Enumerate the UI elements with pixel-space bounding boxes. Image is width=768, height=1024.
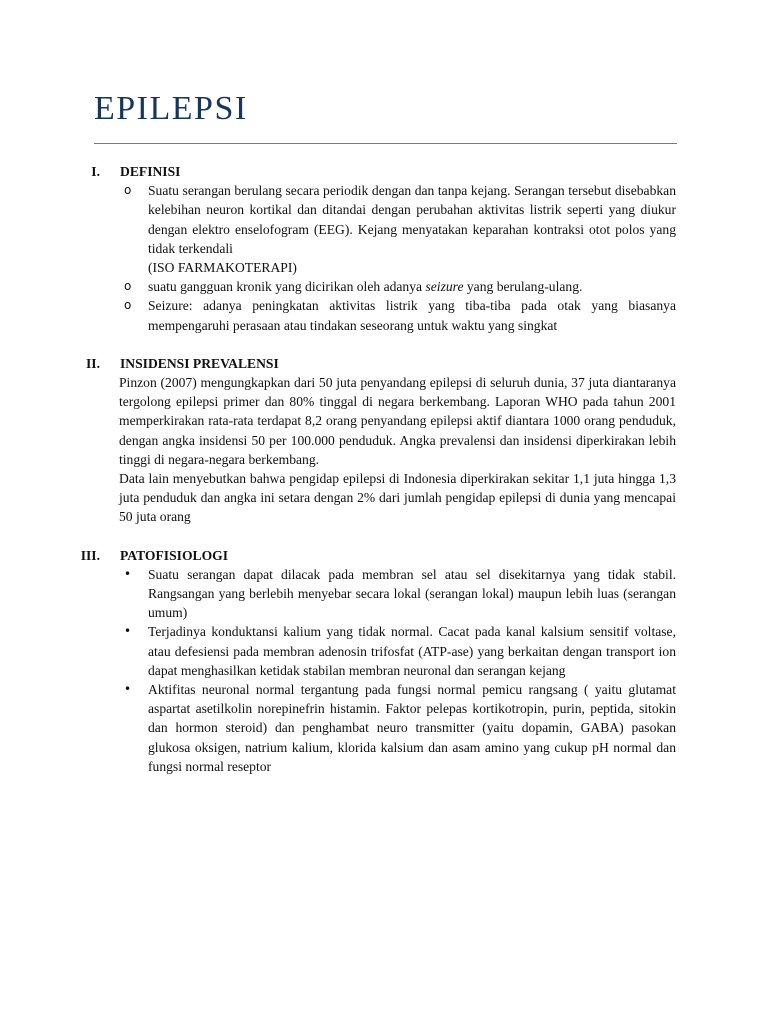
item-text-italic: seizure	[425, 279, 464, 295]
section-definisi	[0, 162, 768, 335]
item-text: Terjadinya konduktansi kalium yang tidak normal. Cacat pada kanal kalsium sensitif voltase, atau defesiensi pada membran adenosin trifosfat (ATP-ase) yang berkaitan dengan transport ion dapat menghasilkan ketidak stabilan membran neuronal dan serangan kejang	[148, 624, 676, 678]
circle-bullet-icon: o	[124, 183, 132, 198]
pathophysiology-list	[0, 565, 768, 776]
list-item	[0, 565, 768, 623]
section-heading	[0, 354, 768, 373]
section-title: PATOFISIOLOGI	[120, 547, 229, 563]
item-text-after: yang berulang-ulang.	[463, 279, 583, 295]
definition-list	[0, 181, 768, 335]
dot-bullet-icon: •	[124, 682, 132, 697]
dot-bullet-icon: •	[124, 566, 132, 581]
item-source: (ISO FARMAKOTERAPI)	[148, 260, 297, 275]
circle-bullet-icon: o	[124, 298, 132, 313]
item-text-before: suatu gangguan kronik yang dicirikan oleh adanya	[148, 279, 426, 295]
section-heading	[0, 546, 768, 565]
paragraph: Data lain menyebutkan bahwa pengidap epilepsi di Indonesia diperkirakan sekitar 1,1 juta hingga 1,3 juta penduduk dan angka ini setara dengan 2% dari jumlah pengidap epilepsi di dunia yang mencapai 50 juta orang	[119, 471, 676, 525]
section-title: INSIDENSI PREVALENSI	[120, 355, 279, 371]
list-item	[0, 181, 768, 277]
item-text: Seizure: adanya peningkatan aktivitas listrik yang tiba-tiba pada otak yang biasanya mempengaruhi perasaan atau tindakan seseorang untuk waktu yang singkat	[148, 298, 676, 333]
title-underline	[94, 143, 677, 144]
section-number: I.	[91, 164, 100, 179]
section-heading	[0, 162, 768, 181]
dot-bullet-icon: •	[124, 624, 132, 639]
item-text: Aktifitas neuronal normal tergantung pada fungsi normal pemicu rangsang ( yaitu glutamat aspartat asetilkolin norepinefrin histamin. Faktor pelepas kortikotropin, purin, peptida, sitokin dan hormon steroid) dan penghambat neuro transmitter (yaitu dopamin, GABA) pasokan glukosa oksigen, natrium kalium, klorida kalsium dan asam amino yang cukup pH normal dan fungsi normal reseptor	[148, 682, 676, 774]
section-patofisiologi	[0, 546, 768, 776]
list-item	[0, 622, 768, 680]
document-body	[0, 162, 768, 795]
paragraph: Pinzon (2007) mengungkapkan dari 50 juta penyandang epilepsi di seluruh dunia, 37 juta diantaranya tergolong epilepsi primer dan 80% tinggal di negara berkembang. Laporan WHO pada tahun 2001 memperkirakan rata-rata terdapat 8,2 orang penyandang epilepsi aktif diantara 1000 orang penduduk, dengan angka insidensi 50 per 100.000 penduduk. Angka prevalensi dan insidensi diperkirakan lebih tinggi di negara-negara berkembang.	[119, 375, 676, 467]
list-item	[0, 296, 768, 334]
item-text: Suatu serangan berulang secara periodik dengan dan tanpa kejang. Serangan tersebut disebabkan kelebihan neuron kortikal dan ditandai dengan perubahan aktivitas listrik seperti yang diukur dengan elektro enselofogram (EEG). Kejang menyatakan keparahan kontraksi otot polos yang tidak terkendali	[148, 183, 676, 256]
list-item	[0, 277, 768, 296]
item-text: Suatu serangan dapat dilacak pada membran sel atau sel disekitarnya yang tidak stabil. Rangsangan yang berlebih menyebar secara lokal (serangan lokal) maupun lebih luas (serangan umum)	[148, 566, 676, 621]
section-title: DEFINISI	[120, 164, 181, 179]
circle-bullet-icon: o	[124, 279, 132, 294]
page-title: EPILEPSI	[94, 90, 248, 127]
section-insidensi-prevalensi	[0, 354, 768, 527]
section-number: II.	[86, 355, 100, 371]
section-number: III.	[80, 547, 100, 563]
list-item	[0, 680, 768, 776]
